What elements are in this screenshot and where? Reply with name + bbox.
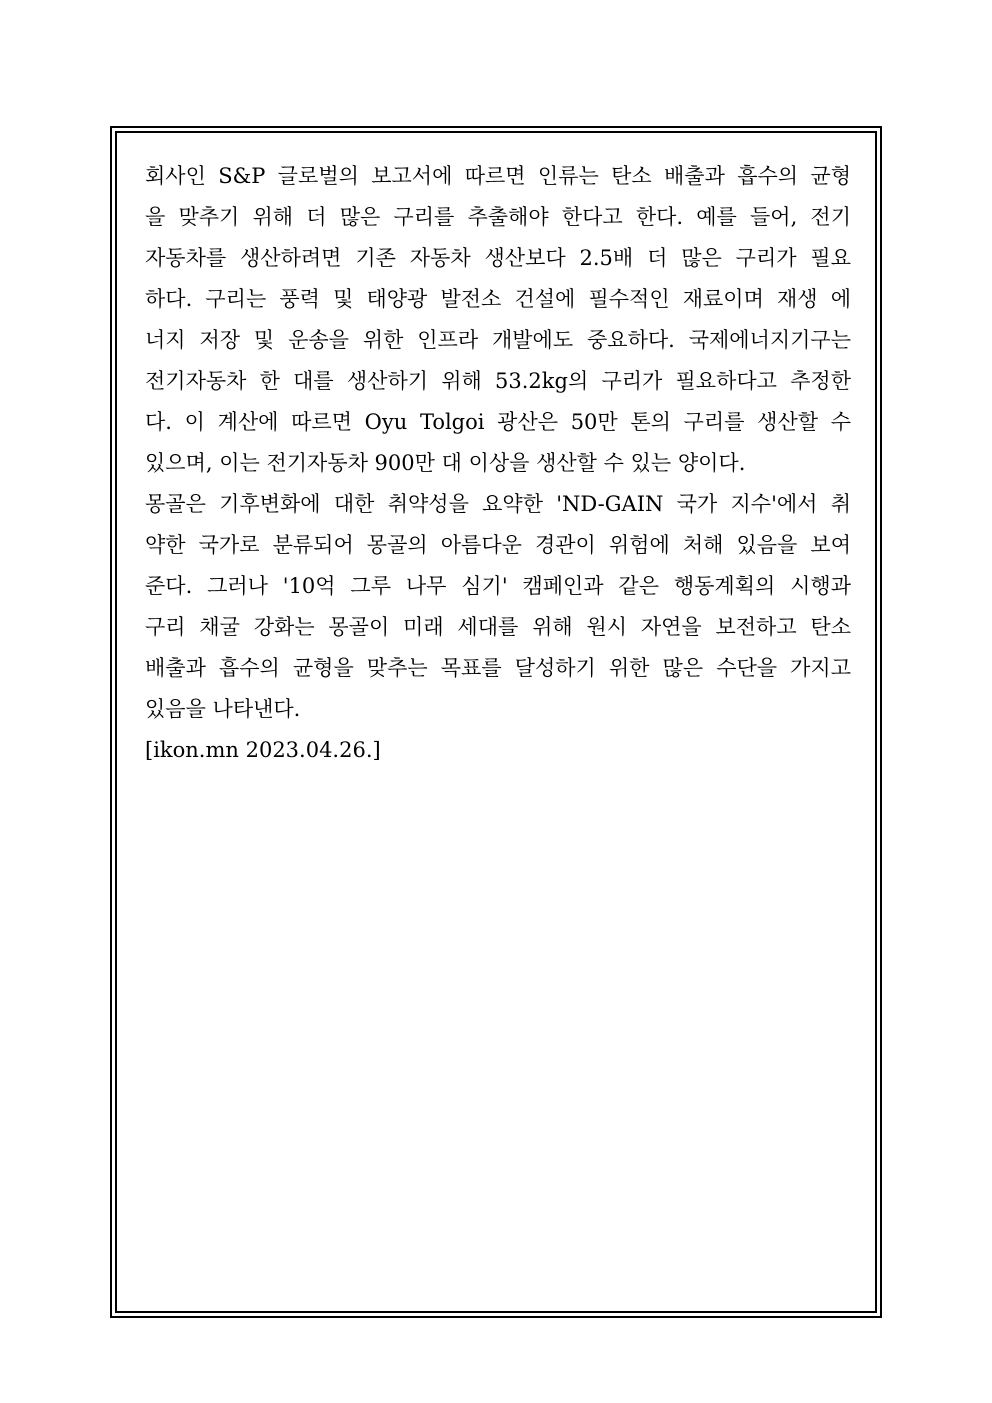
paragraph-1-line-4: 하다. 구리는 풍력 및 태양광 발전소 건설에 필수적인 재료이며 재생 에 <box>145 287 851 311</box>
paragraph-1-line-6: 전기자동차 한 대를 생산하기 위해 53.2kg의 구리가 필요하다고 추정한 <box>145 369 851 393</box>
paragraph-2-line-6: 있음을 나타낸다. <box>145 697 301 721</box>
source-citation: [ikon.mn 2023.04.26.] <box>145 738 381 762</box>
paragraph-2-line-2: 약한 국가로 분류되어 몽골의 아름다운 경관이 위험에 처해 있음을 보여 <box>145 533 851 557</box>
paragraph-1-line-1: 회사인 S&P 글로벌의 보고서에 따르면 인류는 탄소 배출과 흡수의 균형 <box>145 164 851 188</box>
paragraph-1-line-7: 다. 이 계산에 따르면 Oyu Tolgoi 광산은 50만 톤의 구리를 생산할 수 <box>145 410 851 434</box>
paragraph-1-line-8: 있으며, 이는 전기자동차 900만 대 이상을 생산할 수 있는 양이다. <box>145 451 746 475</box>
paragraph-1-line-5: 너지 저장 및 운송을 위한 인프라 개발에도 중요하다. 국제에너지기구는 <box>145 328 851 352</box>
paragraph-1-line-2: 을 맞추기 위해 더 많은 구리를 추출해야 한다고 한다. 예를 들어, 전기 <box>145 205 851 229</box>
paragraph-1-line-3: 자동차를 생산하려면 기존 자동차 생산보다 2.5배 더 많은 구리가 필요 <box>145 246 851 270</box>
paragraph-2-line-1: 몽골은 기후변화에 대한 취약성을 요약한 'ND-GAIN 국가 지수'에서 취 <box>145 492 851 516</box>
paragraph-2-line-3: 준다. 그러나 '10억 그루 나무 심기' 캠페인과 같은 행동계획의 시행과 <box>145 574 851 598</box>
paragraph-2-line-4: 구리 채굴 강화는 몽골이 미래 세대를 위해 원시 자연을 보전하고 탄소 <box>145 615 851 639</box>
document-body <box>145 156 851 771</box>
paragraph-2-line-5: 배출과 흡수의 균형을 맞추는 목표를 달성하기 위한 많은 수단을 가지고 <box>145 656 851 680</box>
